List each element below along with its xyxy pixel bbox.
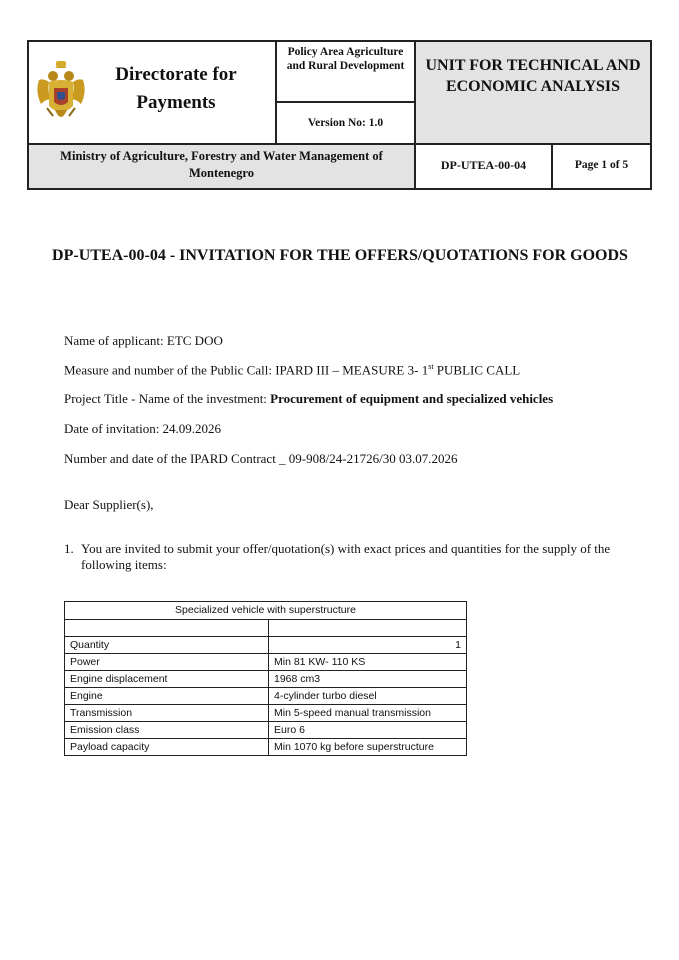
list-item-text: You are invited to submit your offer/quotation(s) with exact prices and quantities for the supply of the following items:	[81, 541, 611, 572]
list-item-number: 1.	[64, 541, 74, 556]
row-label: Quantity	[65, 637, 269, 654]
unit-cell: UNIT FOR TECHNICAL AND ECONOMIC ANALYSIS	[414, 42, 650, 143]
row-label: Emission class	[65, 722, 269, 739]
policy-area-cell: Policy Area Agriculture and Rural Development	[275, 42, 414, 103]
directorate-title: Directorate for Payments	[115, 64, 237, 113]
date-line: Date of invitation: 24.09.2026	[64, 421, 222, 436]
row-value: Min 81 KW- 110 KS	[269, 654, 467, 671]
row-value: 4-cylinder turbo diesel	[269, 688, 467, 705]
greeting: Dear Supplier(s),	[64, 497, 154, 512]
row-label: Payload capacity	[65, 739, 269, 756]
blank-cell	[269, 620, 467, 637]
spec-table	[64, 601, 467, 756]
table-row	[65, 688, 467, 705]
measure-suffix: PUBLIC CALL	[433, 362, 521, 378]
table-row	[65, 705, 467, 722]
spec-table-title: Specialized vehicle with superstructure	[65, 602, 467, 620]
measure-superscript: st	[428, 362, 434, 371]
applicant-line: Name of applicant: ETC DOO	[64, 333, 223, 348]
row-value: 1968 cm3	[269, 671, 467, 688]
project-line	[64, 391, 553, 407]
row-label: Power	[65, 654, 269, 671]
measure-line	[64, 362, 520, 378]
row-value: Min 1070 kg before superstructure	[269, 739, 467, 756]
project-label: Project Title - Name of the investment:	[64, 391, 271, 406]
montenegro-coat-of-arms-icon	[33, 58, 89, 128]
ministry-cell: Ministry of Agriculture, Forestry and Water Management of Montenegro	[29, 143, 414, 188]
page-number-cell: Page 1 of 5	[551, 143, 650, 188]
row-value: Min 5-speed manual transmission	[269, 705, 467, 722]
row-label: Engine	[65, 688, 269, 705]
blank-cell	[65, 620, 269, 637]
table-row	[65, 722, 467, 739]
document-title: DP-UTEA-00-04 - INVITATION FOR THE OFFERS/QUOTATIONS FOR GOODS	[52, 247, 628, 264]
table-row	[65, 671, 467, 688]
document-code-cell: DP-UTEA-00-04	[414, 143, 551, 188]
document-header	[27, 40, 652, 190]
row-label: Transmission	[65, 705, 269, 722]
version-cell: Version No: 1.0	[275, 103, 414, 143]
table-row	[65, 637, 467, 654]
row-value: 1	[269, 637, 467, 654]
directorate-cell	[29, 42, 275, 143]
row-label: Engine displacement	[65, 671, 269, 688]
contract-line: Number and date of the IPARD Contract _ 09-908/24-21726/30 03.07.2026	[64, 451, 458, 466]
row-value: Euro 6	[269, 722, 467, 739]
table-row	[65, 739, 467, 756]
table-row	[65, 654, 467, 671]
measure-text: Measure and number of the Public Call: IPARD III – MEASURE 3- 1	[64, 362, 429, 378]
project-value: Procurement of equipment and specialized vehicles	[270, 391, 554, 406]
